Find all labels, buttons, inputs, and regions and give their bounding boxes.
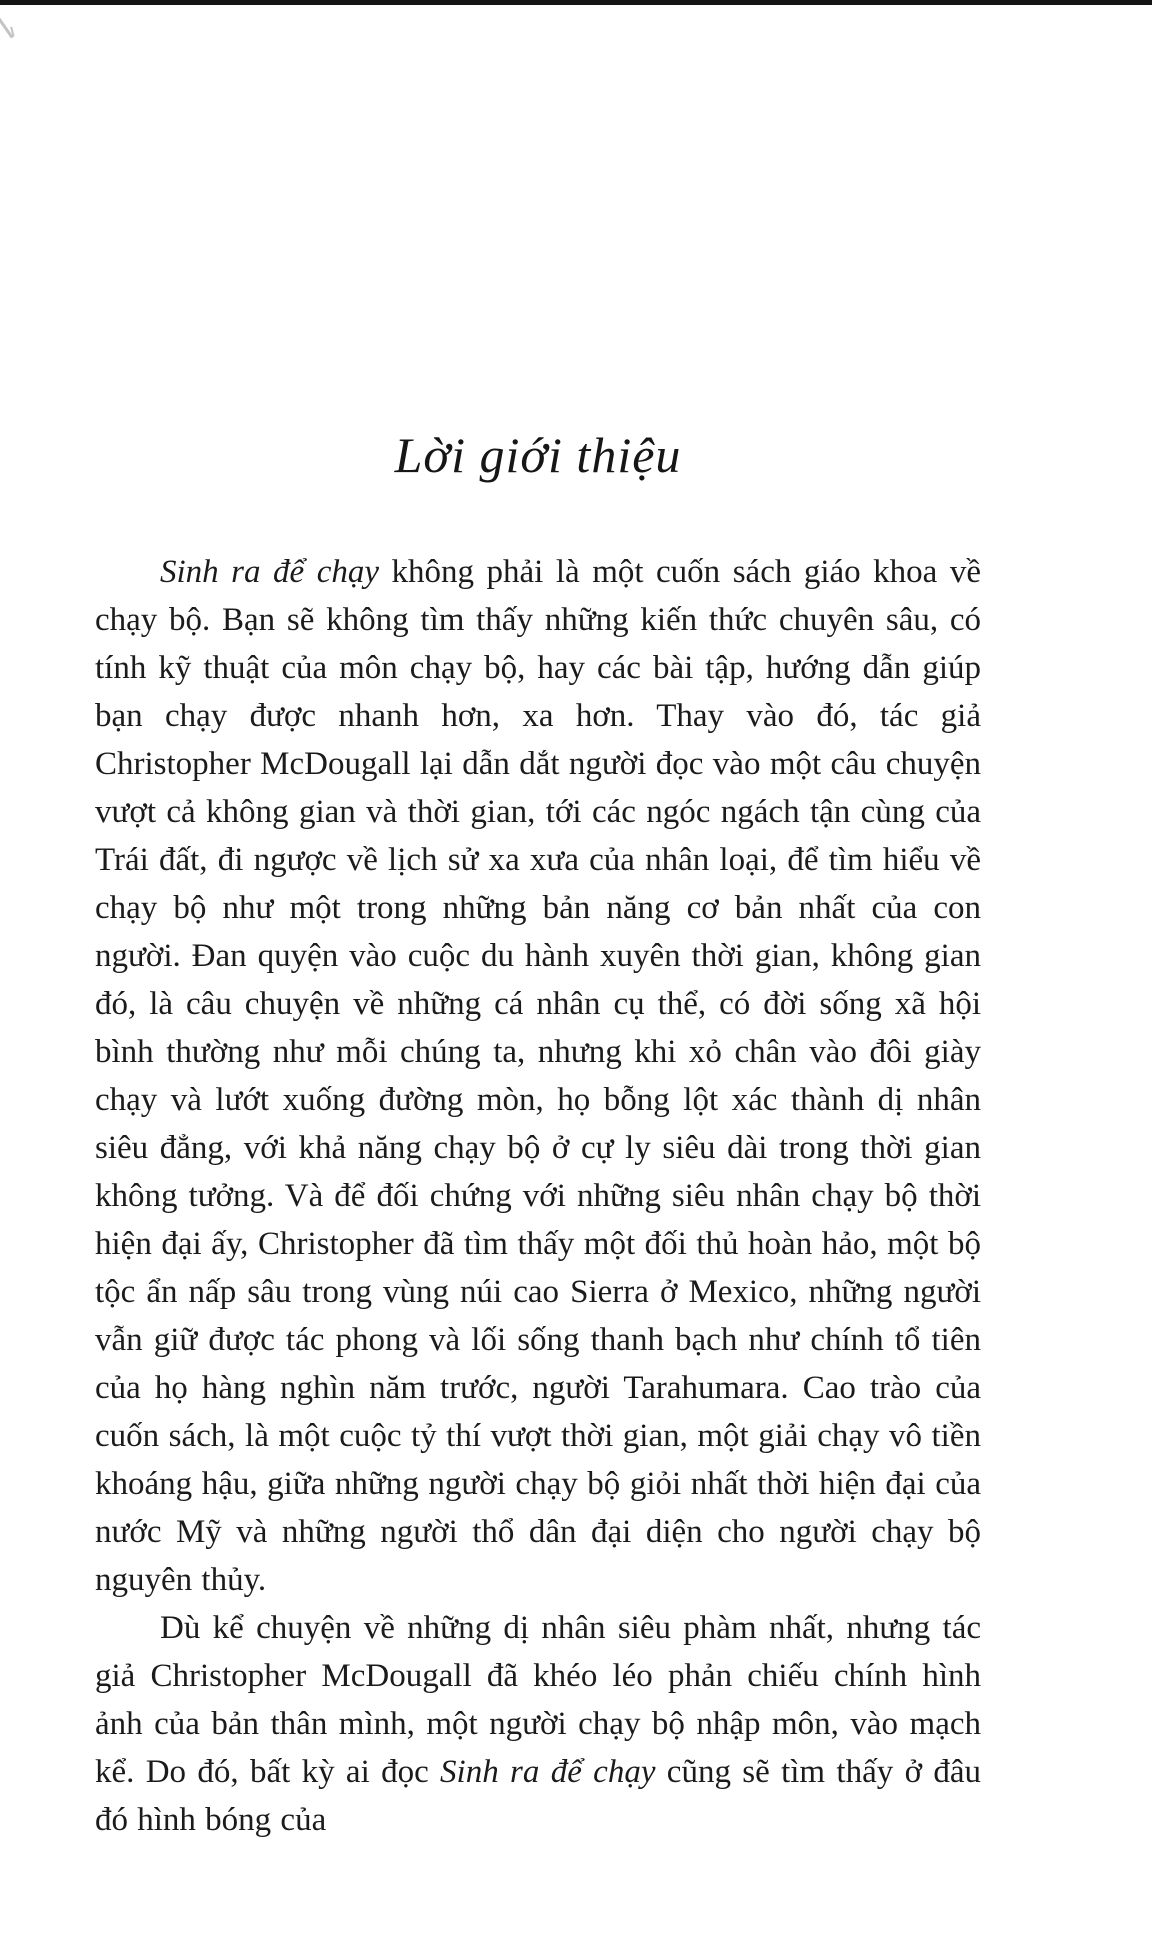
page-content: [95, 425, 981, 1844]
body-text: [95, 548, 981, 1844]
paragraph: [95, 1604, 981, 1844]
book-title-inline: Sinh ra để chạy: [440, 1754, 656, 1790]
scan-edge-artifact: [0, 0, 1152, 5]
page-title: Lời giới thiệu: [394, 427, 682, 483]
text-segment: cũng sẽ tìm thấy ở đâu đó hình bóng của: [95, 1754, 981, 1838]
paragraph: [95, 548, 981, 1604]
scan-corner-mark-artifact: [0, 17, 14, 38]
text-segment: không phải là một cuốn sách giáo khoa về chạy bộ. Bạn sẽ không tìm thấy những kiến thức chuyên sâu, có tính kỹ thuật của môn chạy bộ, hay các bài tập, hướng dẫn giúp bạn chạy được nhanh hơn, xa hơn. Thay vào đó, tác giả Christopher McDougall lại dẫn dắt người đọc vào một câu chuyện vượt cả không gian và thời gian, tới các ngóc ngách tận cùng của Trái đất, đi ngược về lịch sử xa xưa của nhân loại, để tìm hiểu về chạy bộ như một trong những bản năng cơ bản nhất của con người. Đan quyện vào cuộc du hành xuyên thời gian, không gian đó, là câu chuyện về những cá nhân cụ thể, có đời sống xã hội bình thường như mỗi chúng ta, nhưng khi xỏ chân vào đôi giày chạy và lướt xuống đường mòn, họ bỗng lột xác thành dị nhân siêu đẳng, với khả năng chạy bộ ở cự ly siêu dài trong thời gian không tưởng. Và để đối chứng với những siêu nhân chạy bộ thời hiện đại ấy, Christopher đã tìm thấy một đối thủ hoàn hảo, một bộ tộc ẩn nấp sâu trong vùng núi cao Sierra ở Mexico, những người vẫn giữ được tác phong và lối sống thanh bạch như chính tổ tiên của họ hàng nghìn năm trước, người Tarahumara. Cao trào của cuốn sách, là một cuộc tỷ thí vượt thời gian, một giải chạy vô tiền khoáng hậu, giữa những người chạy bộ giỏi nhất thời hiện đại của nước Mỹ và những người thổ dân đại diện cho người chạy bộ nguyên thủy.: [95, 554, 981, 1598]
book-title-inline: Sinh ra để chạy: [160, 554, 379, 590]
text-segment: Dù kể chuyện về những dị nhân siêu phàm nhất, nhưng tác giả Christopher McDougall đã khéo léo phản chiếu chính hình ảnh của bản thân mình, một người chạy bộ nhập môn, vào mạch kể. Do đó, bất kỳ ai đọc: [95, 1610, 981, 1790]
